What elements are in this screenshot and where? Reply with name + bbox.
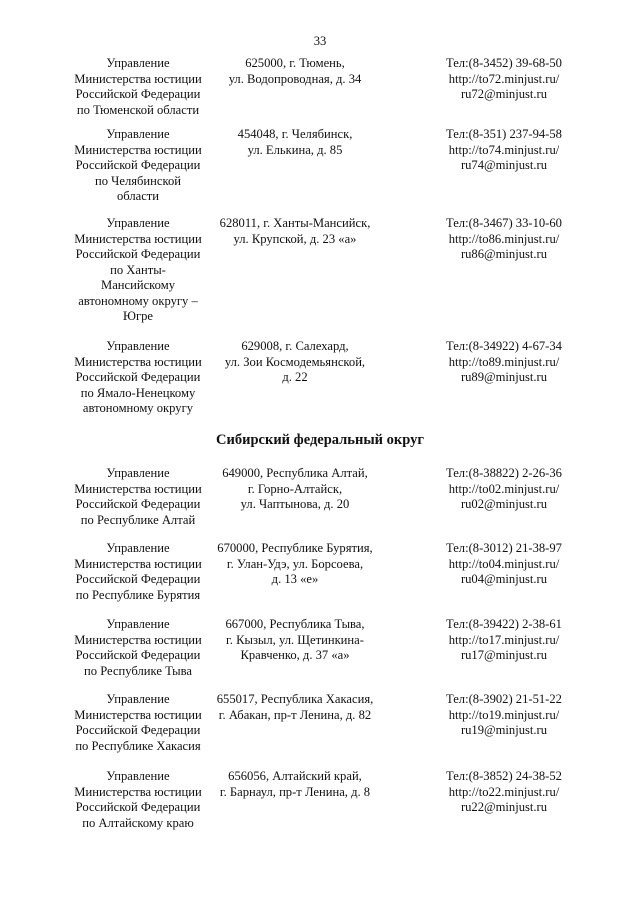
office-address <box>206 56 384 87</box>
website-link[interactable]: http://to74.minjust.ru/ <box>448 142 560 157</box>
name-line: Российской Федерации <box>75 247 201 261</box>
phone-number: Тел:(8-351) 237-94-58 <box>446 127 562 141</box>
phone-number: Тел:(8-34922) 4-67-34 <box>446 339 562 353</box>
name-line: Управление <box>106 769 170 783</box>
address-line: д. 13 «е» <box>271 572 319 586</box>
name-line: по Челябинской <box>94 173 182 188</box>
email-link[interactable]: ru04@minjust.ru <box>460 572 548 586</box>
name-line: Министерства юстиции <box>74 231 202 246</box>
address-line: ул. Чаптынова, д. 20 <box>240 497 350 511</box>
phone-number: Тел:(8-3012) 21-38-97 <box>446 541 562 555</box>
address-line: 629008, г. Салехард, <box>241 339 349 353</box>
name-line: по Республике Хакасия <box>75 738 201 753</box>
email-link[interactable]: ru19@minjust.ru <box>460 723 548 737</box>
office-contacts <box>414 466 594 513</box>
office-contacts <box>414 339 594 386</box>
office-contacts <box>414 769 594 816</box>
name-line: Российской Федерации <box>75 800 201 814</box>
name-line: по Ханты- <box>110 262 166 277</box>
email-link[interactable]: ru17@minjust.ru <box>460 648 548 662</box>
office-address <box>206 617 384 664</box>
phone-number: Тел:(8-3852) 24-38-52 <box>446 769 562 783</box>
office-address <box>206 541 384 588</box>
name-line: Министерства юстиции <box>74 707 202 722</box>
name-line: по Алтайскому краю <box>82 815 194 830</box>
name-line: Российской Федерации <box>75 158 201 172</box>
name-line: по Тюменской области <box>76 102 200 117</box>
office-name <box>56 56 220 118</box>
office-address <box>206 769 384 800</box>
address-line: д. 22 <box>282 370 308 384</box>
name-line: Управление <box>106 127 170 141</box>
website-link[interactable]: http://to19.minjust.ru/ <box>448 707 560 722</box>
name-line: Российской Федерации <box>75 497 201 511</box>
name-line: Российской Федерации <box>75 572 201 586</box>
name-line: Управление <box>106 617 170 631</box>
website-link[interactable]: http://to72.minjust.ru/ <box>448 71 560 86</box>
name-line: Российской Федерации <box>75 723 201 737</box>
name-line: Министерства юстиции <box>74 784 202 799</box>
office-contacts <box>414 216 594 263</box>
address-line: ул. Зои Космодемьянской, <box>224 354 366 369</box>
office-address <box>206 339 384 386</box>
office-contacts <box>414 617 594 664</box>
name-line: Российской Федерации <box>75 648 201 662</box>
page-number: 33 <box>313 34 327 48</box>
name-line: Российской Федерации <box>75 87 201 101</box>
name-line: Министерства юстиции <box>74 632 202 647</box>
office-address <box>206 466 384 513</box>
name-line: Управление <box>106 466 170 480</box>
name-line: по Республике Алтай <box>80 512 196 527</box>
address-line: г. Улан-Удэ, ул. Борсоева, <box>226 556 364 571</box>
name-line: Министерства юстиции <box>74 354 202 369</box>
office-name <box>56 541 220 603</box>
phone-number: Тел:(8-39422) 2-38-61 <box>446 617 562 631</box>
website-link[interactable]: http://to04.minjust.ru/ <box>448 556 560 571</box>
address-line: 656056, Алтайский край, <box>228 769 362 783</box>
website-link[interactable]: http://to86.minjust.ru/ <box>448 231 560 246</box>
name-line: Российской Федерации <box>75 370 201 384</box>
name-line: Управление <box>106 339 170 353</box>
name-line: Министерства юстиции <box>74 71 202 86</box>
address-line: 649000, Республика Алтай, <box>222 466 368 480</box>
office-contacts <box>414 692 594 739</box>
address-line: 667000, Республика Тыва, <box>225 617 365 631</box>
email-link[interactable]: ru74@minjust.ru <box>460 158 548 172</box>
name-line: Управление <box>106 541 170 555</box>
name-line: Мансийскому <box>101 278 175 292</box>
office-address <box>206 692 384 723</box>
office-name <box>56 127 220 205</box>
address-line: ул. Водопроводная, д. 34 <box>228 71 362 86</box>
name-line: Югре <box>123 309 153 323</box>
name-line: автономному округу – <box>78 293 198 308</box>
office-name <box>56 216 220 325</box>
name-line: по Республике Тыва <box>84 663 192 678</box>
name-line: Министерства юстиции <box>74 556 202 571</box>
address-line: г. Барнаул, пр-т Ленина, д. 8 <box>219 784 371 799</box>
name-line: Управление <box>106 692 170 706</box>
name-line: Управление <box>106 56 170 70</box>
address-line: ул. Елькина, д. 85 <box>247 142 343 157</box>
address-line: 454048, г. Челябинск, <box>237 127 353 141</box>
phone-number: Тел:(8-3902) 21-51-22 <box>446 692 562 706</box>
office-address <box>206 216 384 247</box>
website-link[interactable]: http://to17.minjust.ru/ <box>448 632 560 647</box>
phone-number: Тел:(8-3467) 33-10-60 <box>446 216 562 230</box>
office-contacts <box>414 56 594 103</box>
address-line: г. Абакан, пр-т Ленина, д. 82 <box>218 707 372 722</box>
phone-number: Тел:(8-3452) 39-68-50 <box>446 56 562 70</box>
address-line: ул. Крупской, д. 23 «а» <box>233 231 357 246</box>
address-line: 670000, Республике Бурятия, <box>217 541 373 555</box>
email-link[interactable]: ru86@minjust.ru <box>460 247 548 261</box>
email-link[interactable]: ru72@minjust.ru <box>460 87 548 101</box>
website-link[interactable]: http://to02.minjust.ru/ <box>448 481 560 496</box>
email-link[interactable]: ru22@minjust.ru <box>460 800 548 814</box>
office-name <box>56 617 220 679</box>
office-contacts <box>414 127 594 174</box>
phone-number: Тел:(8-38822) 2-26-36 <box>446 466 562 480</box>
name-line: Министерства юстиции <box>74 481 202 496</box>
office-contacts <box>414 541 594 588</box>
office-address <box>206 127 384 158</box>
address-line: Кравченко, д. 37 «а» <box>240 648 350 662</box>
website-link[interactable]: http://to22.minjust.ru/ <box>448 784 560 799</box>
email-link[interactable]: ru89@minjust.ru <box>460 370 548 384</box>
name-line: Управление <box>106 216 170 230</box>
address-line: г. Кызыл, ул. Щетинкина- <box>226 632 364 647</box>
email-link[interactable]: ru02@minjust.ru <box>460 497 548 511</box>
section-title: Сибирский федеральный округ <box>216 432 424 448</box>
office-name <box>56 339 220 417</box>
name-line: по Республике Бурятия <box>75 587 201 602</box>
address-line: г. Горно-Алтайск, <box>247 481 343 496</box>
name-line: по Ямало-Ненецкому <box>80 385 196 400</box>
office-name <box>56 692 220 754</box>
name-line: Министерства юстиции <box>74 142 202 157</box>
address-line: 628011, г. Ханты-Мансийск, <box>219 216 371 230</box>
name-line: области <box>116 189 160 203</box>
address-line: 655017, Республика Хакасия, <box>216 692 374 706</box>
office-name <box>56 466 220 528</box>
website-link[interactable]: http://to89.minjust.ru/ <box>448 354 560 369</box>
address-line: 625000, г. Тюмень, <box>245 56 345 70</box>
name-line: автономному округу <box>82 401 194 415</box>
office-name <box>56 769 220 831</box>
